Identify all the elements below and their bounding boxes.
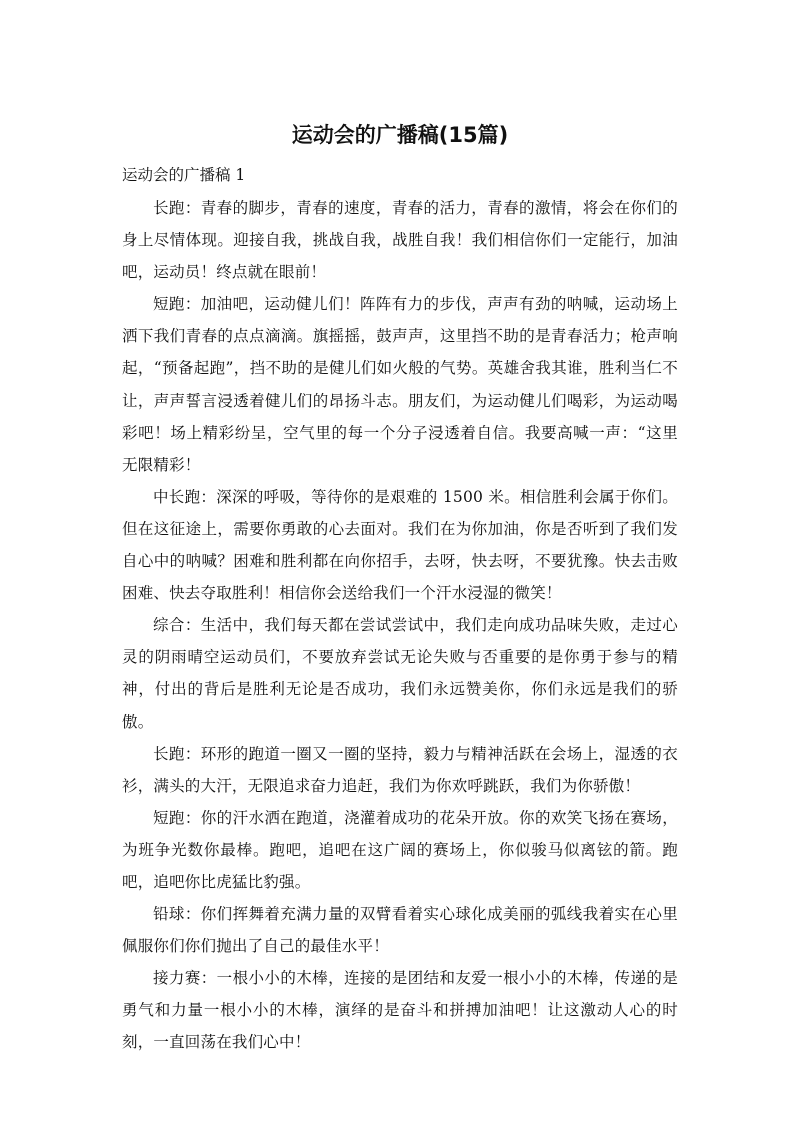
paragraph-long-distance-2: 长跑：环形的跑道一圈又一圈的坚持，毅力与精神活跃在会场上，湿透的衣衫，满头的大汗，无限追求奋力追赶，我们为你欢呼跳跃，我们为你骄傲！ [122,744,678,795]
paragraph-general: 综合：生活中，我们每天都在尝试尝试中，我们走向成功品味失败，走过心灵的阴雨晴空运动员们，不要放弃尝试无论失败与否重要的是你勇于参与的精神，付出的背后是胜利无论是否成功，我们永远赞美你，你们永远是我们的骄傲。 [122,616,678,731]
document-subtitle: 运动会的广播稿 1 [122,166,246,184]
paragraph-sprint-2: 短跑：你的汗水洒在跑道，浇灌着成功的花朵开放。你的欢笑飞扬在赛场，为班争光数你最棒。跑吧，追吧在这广阔的赛场上，你似骏马似离铉的箭。跑吧，追吧你比虎猛比豹强。 [122,808,678,891]
document-body [122,192,678,1059]
paragraph-relay: 接力赛：一根小小的木棒，连接的是团结和友爱一根小小的木棒，传递的是勇气和力量一根小小的木棒，演绎的是奋斗和拼搏加油吧！让这激动人心的时刻，一直回荡在我们心中！ [122,969,678,1052]
paragraph-long-distance: 长跑：青春的脚步，青春的速度，青春的活力，青春的激情，将会在你们的身上尽情体现。迎接自我，挑战自我，战胜自我！我们相信你们一定能行，加油吧，运动员！终点就在眼前！ [122,199,678,282]
paragraph-middle-distance: 中长跑：深深的呼吸，等待你的是艰难的 1500 米。相信胜利会属于你们。但在这征途上，需要你勇敢的心去面对。我们在为你加油，你是否听到了我们发自心中的呐喊？困难和胜利都在向你招手，去呀，快去呀，不要犹豫。快去击败困难、快去夺取胜利！相信你会送给我们一个汗水浸湿的微笑！ [122,487,678,603]
paragraph-shot-put: 铅球：你们挥舞着充满力量的双臂看着实心球化成美丽的弧线我着实在心里佩服你们你们抛出了自己的最佳水平！ [122,905,678,956]
document-title: 运动会的广播稿(15篇) [291,123,509,147]
paragraph-sprint: 短跑：加油吧，运动健儿们！阵阵有力的步伐，声声有劲的呐喊，运动场上洒下我们青春的点点滴滴。旗摇摇，鼓声声，这里挡不助的是青春活力；枪声响起，“预备起跑”，挡不助的是健儿们如火般的气势。英雄舍我其谁，胜利当仁不让，声声誓言浸透着健儿们的昂扬斗志。朋友们，为运动健儿们喝彩，为运动喝彩吧！场上精彩纷呈，空气里的每一个分子浸透着自信。我要高喊一声：“这里无限精彩！ [122,295,678,474]
